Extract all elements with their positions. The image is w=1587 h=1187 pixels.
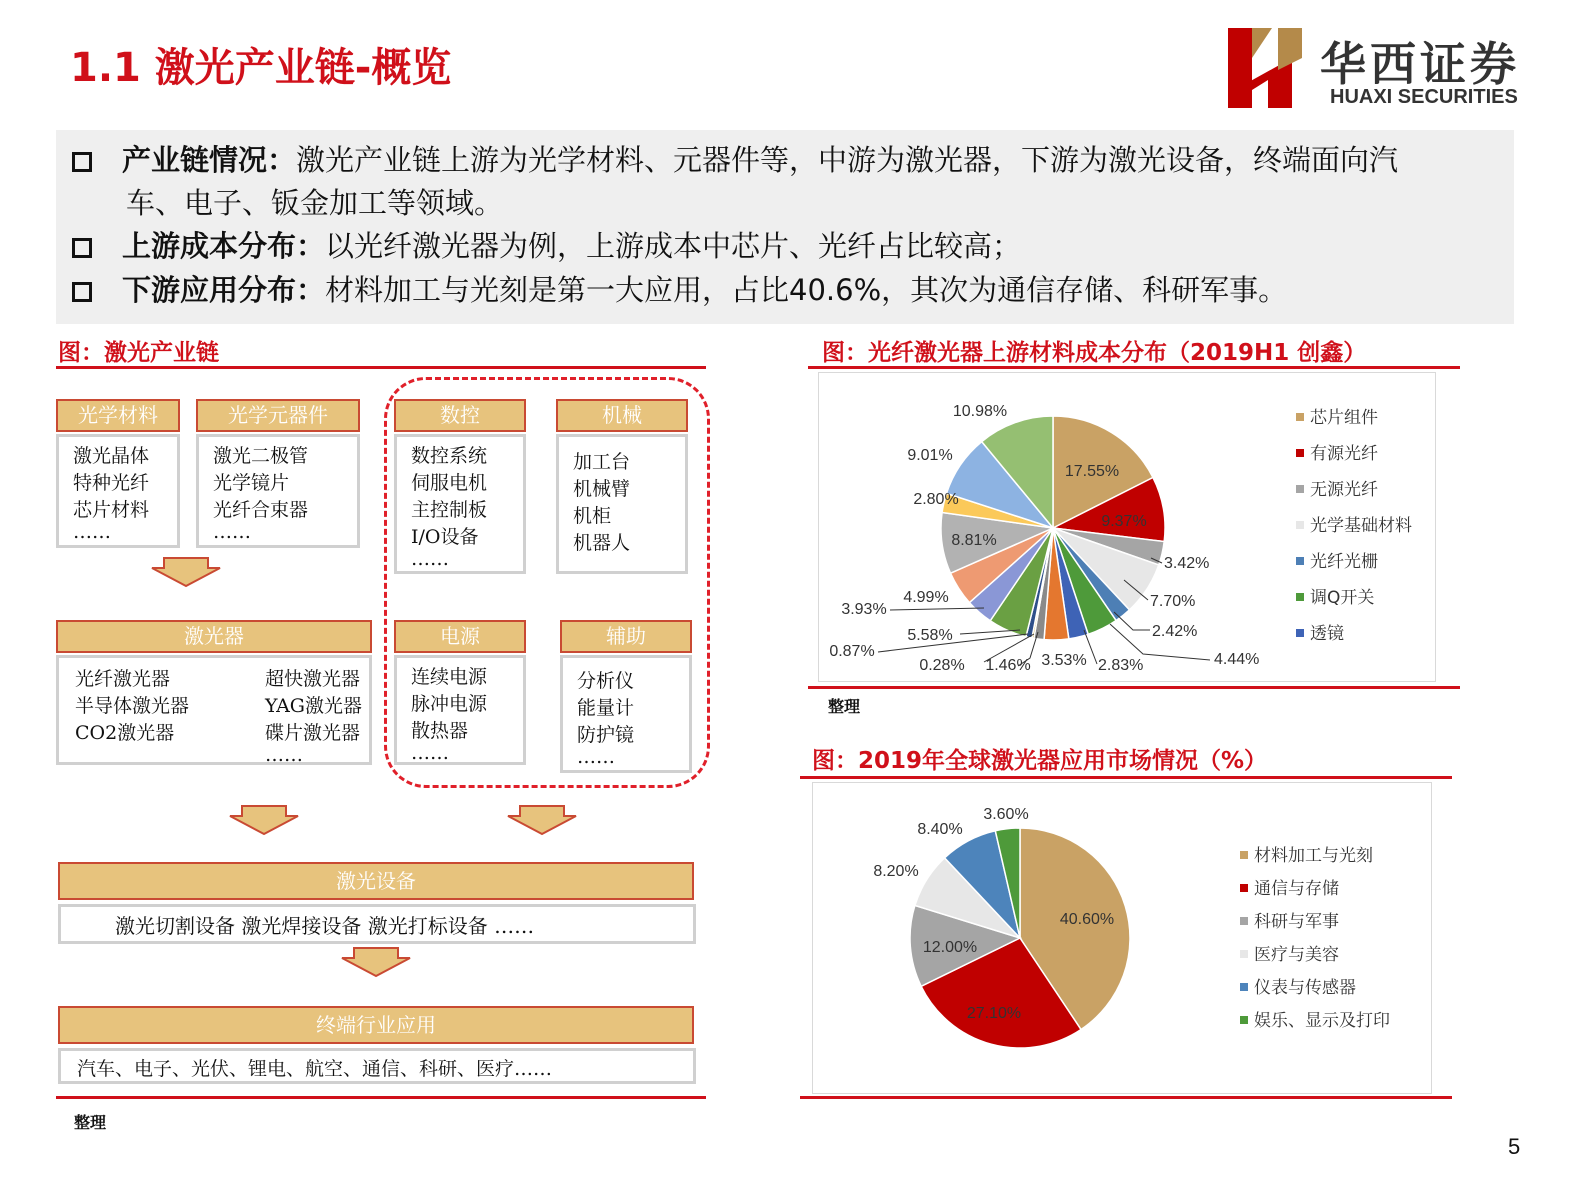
box-header-optical-materials: 光学材料 [56, 399, 180, 432]
list-item: 分析仪 [577, 670, 635, 692]
list-item: 伺服电机 [411, 472, 488, 494]
list-item: 芯片材料 [73, 499, 150, 521]
legend-entry: 芯片组件 [1310, 408, 1378, 428]
data-label: 2.42% [1152, 623, 1198, 640]
data-label: 17.55% [1064, 463, 1120, 480]
list-item: CO2激光器 [75, 722, 175, 744]
box-auxiliary [560, 655, 692, 773]
legend-entry: 光学基础材料 [1310, 516, 1412, 536]
box-optical-materials [56, 434, 180, 548]
diagram-source: 整理 [74, 1113, 107, 1132]
leader-line [878, 634, 1028, 652]
chart1-pie [818, 372, 1438, 684]
legend-entry: 调Q开关 [1310, 588, 1375, 608]
list-item: 加工台 [573, 451, 631, 473]
list-item: 碟片激光器 [265, 722, 361, 744]
legend-swatch [1296, 521, 1304, 529]
legend-swatch [1240, 917, 1248, 925]
box-header-equipment: 激光设备 [58, 862, 694, 900]
down-arrow-icon [228, 804, 300, 836]
box-header-power: 电源 [394, 620, 526, 653]
list-item: 防护镜 [577, 724, 635, 746]
box-header-machinery: 机械 [556, 399, 688, 432]
bullet-label: 上游成本分布： [122, 229, 326, 263]
bullet-text: 以光纤激光器为例，上游成本中芯片、光纤占比较高； [325, 229, 1022, 263]
data-label: 4.44% [1214, 651, 1260, 668]
leader-line [890, 608, 984, 610]
list-item: 半导体激光器 [75, 695, 190, 717]
list-item: …… [411, 742, 449, 764]
list-item: 光纤合束器 [213, 499, 309, 521]
legend-swatch [1240, 851, 1248, 859]
legend-entry: 材料加工与光刻 [1254, 846, 1373, 866]
divider [808, 686, 1460, 689]
data-label: 8.40% [917, 821, 963, 838]
data-label: 10.98% [952, 403, 1008, 420]
down-arrow-icon [340, 946, 412, 978]
data-label: 8.20% [873, 863, 919, 880]
divider [808, 366, 1460, 369]
bullet-item [72, 140, 1398, 180]
data-label: 3.42% [1164, 555, 1210, 572]
data-label: 0.28% [919, 657, 965, 674]
data-label: 3.93% [841, 601, 887, 618]
chart2-pie [812, 782, 1432, 1094]
legend-swatch [1240, 1016, 1248, 1024]
list-item: 机械臂 [573, 478, 631, 500]
list-item: …… [411, 548, 449, 570]
data-label: 3.60% [983, 806, 1029, 823]
list-item: 脉冲电源 [411, 693, 488, 715]
legend-entry: 透镜 [1310, 624, 1344, 644]
bullet-item [72, 226, 1021, 266]
data-label: 5.58% [907, 627, 953, 644]
list-item: 数控系统 [411, 445, 488, 467]
box-header-terminal: 终端行业应用 [58, 1006, 694, 1044]
bullet-item [72, 270, 1287, 310]
legend-entry: 有源光纤 [1310, 444, 1378, 464]
box-power [394, 655, 526, 765]
data-label: 27.10% [966, 1005, 1022, 1022]
list-item: …… [73, 521, 111, 543]
legend-swatch [1296, 485, 1304, 493]
bullet-square-icon [72, 152, 92, 172]
data-label: 40.60% [1059, 911, 1115, 928]
list-item: 能量计 [577, 697, 635, 719]
legend-entry: 仪表与传感器 [1254, 978, 1356, 998]
box-header-laser: 激光器 [56, 620, 372, 653]
diagram-title: 图：激光产业链 [58, 340, 219, 366]
data-label: 9.01% [907, 447, 953, 464]
legend-entry: 医疗与美容 [1254, 945, 1339, 965]
legend-entry: 无源光纤 [1310, 480, 1378, 500]
legend-swatch [1240, 983, 1248, 991]
legend-swatch [1296, 413, 1304, 421]
divider [800, 1096, 1452, 1099]
chart1-source: 整理 [828, 697, 861, 716]
data-label: 4.99% [903, 589, 949, 606]
down-arrow-icon [150, 556, 222, 588]
bullet-square-icon [72, 282, 92, 302]
huaxi-logo-icon [1228, 28, 1302, 108]
legend-swatch [1296, 593, 1304, 601]
data-label: 1.46% [985, 657, 1031, 674]
legend-swatch [1296, 629, 1304, 637]
data-label: 2.83% [1098, 657, 1144, 674]
list-item: 主控制板 [411, 499, 488, 521]
box-header-auxiliary: 辅助 [560, 620, 692, 653]
list-item: 光学镜片 [213, 472, 290, 494]
list-item: I/O设备 [411, 526, 479, 548]
brand-name-en: HUAXI SECURITIES [1330, 86, 1518, 108]
legend-entry: 科研与军事 [1254, 912, 1339, 932]
list-item: 连续电源 [411, 666, 488, 688]
down-arrow-icon [506, 804, 578, 836]
legend-entry: 娱乐、显示及打印 [1254, 1011, 1390, 1031]
box-header-optical-components: 光学元器件 [196, 399, 360, 432]
chart2-title: 图：2019年全球激光器应用市场情况（%） [812, 748, 1268, 774]
bullet-text: 材料加工与光刻是第一大应用，占比40.6%，其次为通信存储、科研军事。 [325, 273, 1288, 307]
list-item: …… [213, 521, 251, 543]
list-item: 激光二极管 [213, 445, 309, 467]
list-item: 机器人 [573, 532, 631, 554]
data-label: 7.70% [1150, 593, 1196, 610]
bullet-label: 产业链情况： [122, 143, 297, 177]
box-equipment: 激光切割设备 激光焊接设备 激光打标设备 …… [58, 904, 696, 944]
summary-bullets [56, 130, 1514, 324]
list-item: …… [577, 746, 615, 768]
page-number: 5 [1508, 1134, 1521, 1159]
data-label: 3.53% [1041, 652, 1087, 669]
box-laser [56, 655, 372, 765]
list-item: …… [265, 744, 303, 766]
legend-swatch [1296, 557, 1304, 565]
legend-swatch [1240, 950, 1248, 958]
box-optical-components [196, 434, 360, 548]
list-item: 激光晶体 [73, 445, 150, 467]
list-item: 光纤激光器 [75, 668, 171, 690]
divider [800, 776, 1452, 779]
data-label: 2.80% [913, 491, 959, 508]
data-label: 8.81% [951, 532, 997, 549]
box-machinery [556, 434, 688, 574]
list-item: YAG激光器 [265, 695, 362, 717]
divider [56, 1096, 706, 1099]
bullet-text: 激光产业链上游为光学材料、元器件等，中游为激光器，下游为激光设备，终端面向汽 [296, 143, 1399, 177]
list-item: 散热器 [411, 720, 469, 742]
bullet-square-icon [72, 238, 92, 258]
legend-entry: 光纤光栅 [1310, 552, 1378, 572]
list-item: 特种光纤 [73, 472, 150, 494]
bullet-label: 下游应用分布： [122, 273, 326, 307]
list-item: 超快激光器 [265, 668, 361, 690]
legend-swatch [1240, 884, 1248, 892]
brand-name-cn: 华西证券 [1320, 37, 1520, 91]
page-title: 1.1 激光产业链-概览 [70, 45, 452, 91]
divider [56, 366, 706, 369]
box-header-cnc: 数控 [394, 399, 526, 432]
chart1-title: 图：光纤激光器上游材料成本分布（2019H1 创鑫） [822, 340, 1367, 366]
list-item: 机柜 [573, 505, 612, 527]
bullet-continuation: 车、电子、钣金加工等领域。 [126, 186, 504, 220]
box-cnc [394, 434, 526, 574]
legend-entry: 通信与存储 [1254, 879, 1339, 899]
legend-swatch [1296, 449, 1304, 457]
data-label: 9.37% [1101, 513, 1147, 530]
box-terminal: 汽车、电子、光伏、锂电、航空、通信、科研、医疗…… [58, 1048, 696, 1084]
data-label: 0.87% [829, 643, 875, 660]
data-label: 12.00% [922, 939, 978, 956]
